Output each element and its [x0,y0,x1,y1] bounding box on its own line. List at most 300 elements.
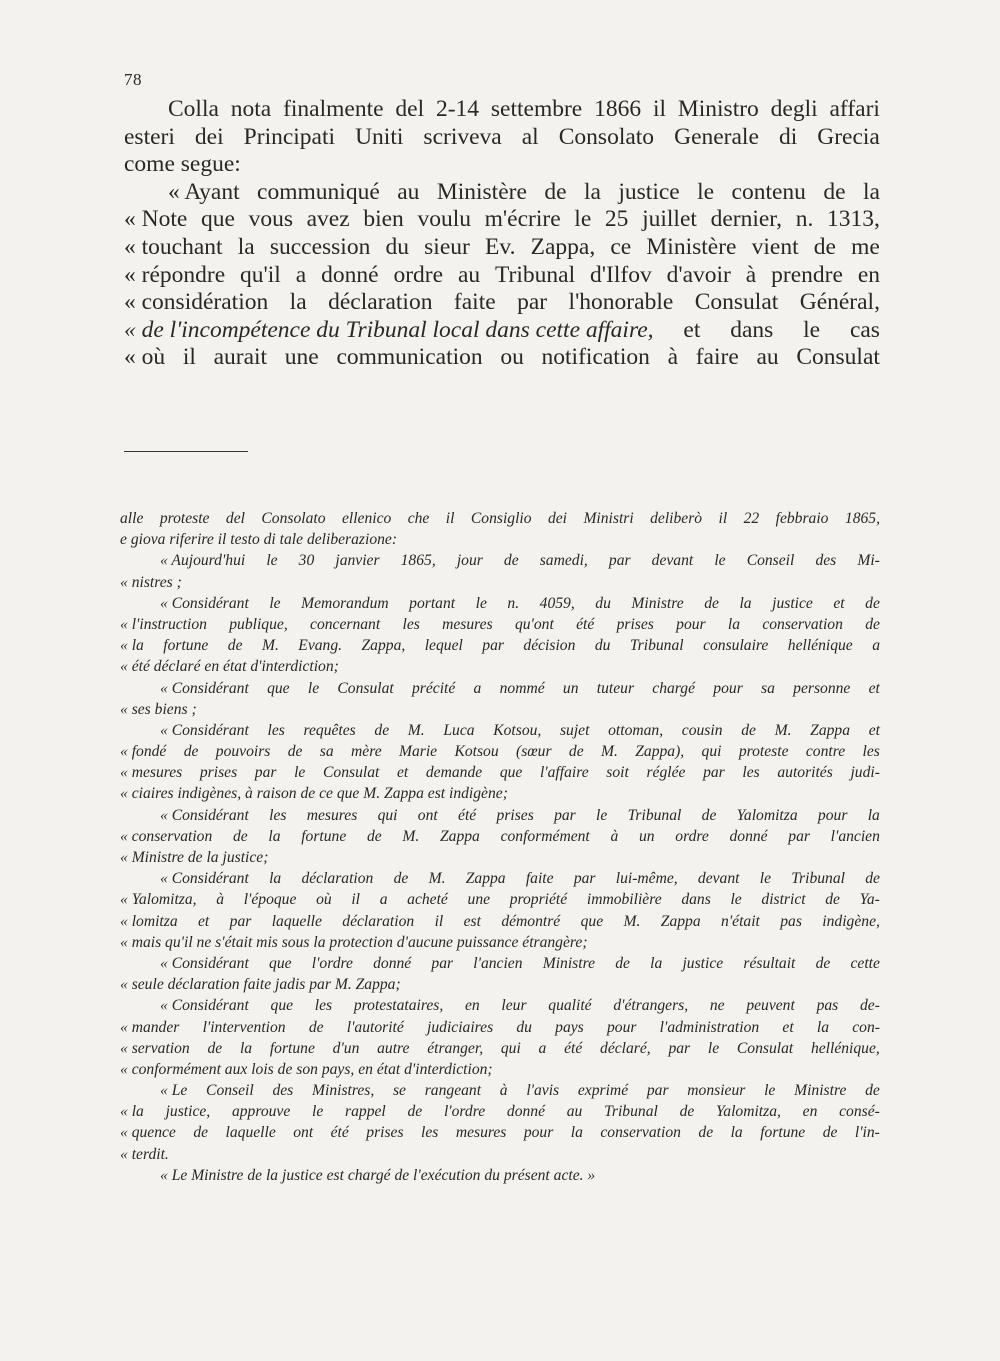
word: « où [124,344,166,371]
word: personne [793,679,851,697]
word: « Le [160,1082,188,1100]
word: d'Ilfov [590,261,652,288]
main-text [124,96,880,372]
word: « touchant [124,233,223,260]
word: judiciaires [427,1018,494,1036]
word: de [823,178,846,205]
word: « Considérant [160,997,249,1015]
word: un [638,827,655,845]
word: le [697,178,715,205]
word: « quence [120,1124,176,1142]
word: communiqué [257,178,380,205]
word: portant [409,594,456,612]
word: 1313, [826,206,880,233]
word: il [182,344,196,371]
word: approuve [231,1103,291,1121]
word: de [698,1124,714,1142]
word: M. [261,637,279,655]
word: Kotsou, [493,721,542,739]
word: pays [555,1018,584,1036]
word: voulu [417,206,471,233]
word: m'écrire [484,206,561,233]
word: janvier [335,552,380,570]
word: une [467,891,491,909]
word: qui [500,1039,521,1057]
word: Tribunal [495,261,576,288]
word: les [402,615,420,633]
footnote-line [120,1144,880,1165]
word: prendre [771,261,843,288]
word: a [872,637,880,655]
word: M. [623,912,641,930]
word: leur [501,997,527,1015]
word: la [289,289,307,316]
word: Tribunal [627,806,682,824]
word: pour [523,1124,554,1142]
word: proteste [159,510,210,527]
footnote-line [120,783,880,804]
word: laquelle [271,912,322,930]
word: le [574,206,592,233]
footnote-line [120,572,880,593]
word: 25 [604,206,629,233]
word: « mais qu'il ne s'était mis sous la protection d'aucune puissance étrangère; [120,933,588,951]
word: résultait [743,954,796,972]
word: le [269,594,281,612]
word: l'ordre [311,954,353,972]
word: Zappa [810,721,851,739]
word: en [857,261,880,288]
word: été [458,806,477,824]
word: été [564,1039,583,1057]
word: pour [676,615,706,633]
word: réglée [646,764,686,782]
word: la [730,1124,743,1142]
word: « considération [124,289,269,316]
word: le [266,552,278,570]
word: de [366,827,382,845]
word: nommé [499,679,545,697]
word: est [463,912,481,930]
word: à [610,827,619,845]
word: que [269,954,292,972]
word: « Considérant [160,870,249,888]
word: febbraio [775,510,829,527]
word: 30 [298,552,315,570]
word: en [802,1103,818,1121]
word: prises [199,764,238,782]
word: à [216,891,225,909]
word: jour [456,552,483,570]
word: e giova riferire il testo di tale deliberazione: [120,531,398,549]
word: 2-14 [435,96,480,122]
word: ont [293,1124,314,1142]
word: indigène, [822,912,880,930]
word: « l'instruction [120,615,207,633]
word: fortune [269,1039,315,1057]
word: M. [402,827,420,845]
word: « mesures [120,764,183,782]
word: fortune [760,1124,806,1142]
word: où [316,891,332,909]
word: district [761,891,806,909]
word: le [803,316,821,343]
footnote-line [120,614,880,635]
word: mère [351,743,382,761]
footnote-line [120,868,880,889]
footnote-line [120,720,880,741]
word: Colla [168,96,219,122]
word: justice [772,594,813,612]
word: ottoman, [608,721,664,739]
word: en [464,997,480,1015]
word: « lomitza [120,912,178,930]
word: conservation [762,615,843,633]
word: di [778,123,798,150]
word: de [207,1039,223,1057]
word: Kotsou [454,743,499,761]
word: donné [373,954,412,972]
word: sa [319,743,334,761]
word: les [742,764,760,782]
main-text-line [124,124,880,152]
word: l'avis [526,1082,560,1100]
word: d'avoir [666,261,731,288]
word: dei [547,510,568,527]
main-text-line [124,344,880,372]
footnote-line [120,1080,880,1101]
word: à [499,1082,508,1100]
word: déclaration [328,289,433,316]
word: été [576,615,595,633]
word: scriveva [423,123,502,150]
word: « Note [124,206,188,233]
word: « de l'incompétence du Tribunal local dans cette affaire, [124,316,654,343]
word: prises [616,615,654,633]
word: « la [120,1103,144,1121]
word: Ministri [583,510,634,527]
footnote-line [120,656,880,677]
word: les [267,721,285,739]
word: qualité [548,997,592,1015]
word: contre [805,743,846,761]
word: Tribunal [629,637,684,655]
word: par [431,954,454,972]
footnote-line [120,1165,880,1186]
footnote-line [120,762,880,783]
word: consé- [839,1103,880,1121]
word: mesures [306,806,358,824]
word: la [570,1124,583,1142]
word: l'ordre [443,1103,486,1121]
footnote-line [120,847,880,868]
word: chargé [652,679,696,697]
word: Tribunal [604,1103,658,1121]
word: il [434,912,444,930]
word: par [646,1082,669,1100]
word: par [554,806,576,824]
word: a [379,891,388,909]
word: Conseil [206,1082,254,1100]
word: Yalomitza, [716,1103,781,1121]
word: « conservation [120,827,213,845]
word: le [307,679,320,697]
word: tuteur [596,679,635,697]
footnote-line [120,593,880,614]
word: « la [120,637,144,655]
word: Tribunal [791,870,845,888]
word: du [516,1018,532,1036]
word: cette [850,954,880,972]
word: pas [816,997,839,1015]
word: le [730,891,742,909]
word: Consolato [261,510,326,527]
word: conformément [500,827,590,845]
word: l'honorable [568,289,674,316]
word: déclaré, [600,1039,651,1057]
word: la [867,806,880,824]
word: au [397,178,420,205]
word: ordre [675,827,709,845]
word: notification [541,344,650,371]
word: l'administration [659,1018,760,1036]
word: une [284,344,319,371]
word: 1866 [594,96,642,122]
footnote-line [120,678,880,699]
word: de [865,594,880,612]
word: deliberò [650,510,703,527]
word: rangeant [424,1082,482,1100]
word: del [225,510,245,527]
word: donné [321,261,379,288]
word: Ministre [794,1082,847,1100]
word: « Considérant [160,806,249,824]
footnote-line [120,1122,880,1143]
word: le [764,1082,776,1100]
word: autorités [777,764,833,782]
word: Marie [398,743,438,761]
word: demande [425,764,483,782]
word: « ciaires indigènes, à raison de ce que M. Zappa est indigène; [120,785,508,803]
word: Principati [243,123,336,150]
word: a [538,1039,547,1057]
word: de [701,806,717,824]
word: Consulat [736,1039,794,1057]
word: d'étrangers, [613,997,689,1015]
word: hellénique, [810,1039,880,1057]
word: par [668,1039,691,1057]
word: pour [817,806,848,824]
word: settembre [490,96,583,122]
word: « été déclaré en état d'interdiction; [120,658,339,676]
word: du [595,594,611,612]
word: fortune [301,827,347,845]
word: au [566,1103,583,1121]
word: dei [194,123,224,150]
word: che [407,510,430,527]
word: le [294,764,306,782]
word: prises [366,1124,404,1142]
word: samedi, [539,552,588,570]
word: ellenico [341,510,392,527]
word: Consolato [558,123,655,150]
word: dans [730,316,774,343]
word: al [521,123,539,150]
word: « mander [120,1018,180,1036]
word: des [272,1082,294,1100]
word: de [287,743,303,761]
word: Zappa [660,912,701,930]
word: Ministère [436,178,527,205]
word: Ministère [646,233,737,260]
footnote-line [120,550,880,571]
word: du [594,637,611,655]
footnote-line [120,805,880,826]
word: prises [496,806,534,824]
word: « Considérant [160,594,249,612]
word: mesures [442,615,493,633]
word: justice [682,954,724,972]
word: laquelle [225,1124,276,1142]
word: Uniti [355,123,404,150]
word: et [198,912,210,930]
word: de [393,870,409,888]
word: pour [713,679,743,697]
word: de [741,721,756,739]
word: vous [248,206,293,233]
footnote-line [120,974,880,995]
word: la [583,178,601,205]
page-number: 78 [124,70,142,89]
word: juillet [642,206,697,233]
word: cousin [681,721,723,739]
word: de [865,615,880,633]
word: mesures [455,1124,507,1142]
main-text-line [124,96,880,124]
footnote-line [120,1101,880,1122]
word: il [351,891,361,909]
word: de [815,954,831,972]
footnote [120,508,880,1186]
word: justice [618,178,680,205]
word: « Considérant [160,679,249,697]
word: par [517,289,548,316]
word: ce [610,233,632,260]
word: publique, [229,615,288,633]
word: faite [525,870,554,888]
word: il [718,510,728,527]
word: protestataires, [353,997,444,1015]
word: Consiglio [470,510,532,527]
footnote-line [120,932,880,953]
word: de [227,637,243,655]
footnote-line [120,826,880,847]
word: de [568,743,584,761]
word: propriété [509,891,568,909]
footnote-line [120,1017,880,1038]
word: dernier, [710,206,783,233]
word: le [714,552,726,570]
word: de [865,870,880,888]
word: Ministre [542,954,595,972]
word: lui-même, [615,870,678,888]
word: ou [500,344,524,371]
word: de [615,954,630,972]
word: de [822,1124,838,1142]
word: les [862,743,880,761]
word: soit [606,764,629,782]
word: par [229,912,252,930]
word: un [562,679,579,697]
word: pas [780,912,802,930]
word: « Considérant [160,954,249,972]
word: donné [729,827,768,845]
word: justice, [165,1103,211,1121]
word: donné [506,1103,545,1121]
word: conservation [600,1124,681,1142]
word: déclaration [342,912,415,930]
word: de [232,827,248,845]
word: et [833,594,845,612]
word: dans [681,891,711,909]
footnote-divider [124,451,248,452]
word: concernant [310,615,381,633]
word: de [503,552,519,570]
word: de [308,1018,324,1036]
word: les [269,806,287,824]
word: affari [829,96,880,122]
word: « répondre [124,261,226,288]
word: exprimé [577,1082,629,1100]
word: n'était [721,912,760,930]
word: me [851,233,880,260]
word: « Aujourd'hui [160,552,246,570]
word: l'ancien [473,954,523,972]
word: par [703,764,725,782]
word: le [596,806,608,824]
word: Général, [799,289,880,316]
word: de [704,594,719,612]
word: del [395,96,425,122]
word: sujet [559,721,590,739]
word: vient [751,233,799,260]
word: a [295,261,307,288]
word: et [868,679,880,697]
word: proteste [738,743,789,761]
word: rappel [345,1103,386,1121]
footnote-line [120,1059,880,1080]
main-text-line [124,289,880,317]
word: « Yalomitza, [120,891,197,909]
word: pouvoirs [215,743,271,761]
word: du [385,233,409,260]
footnote-line [120,1038,880,1059]
word: 4059, [539,594,575,612]
word: cas [849,316,880,343]
footnote-line [120,508,880,529]
word: le [759,870,771,888]
word: lequel [424,637,463,655]
word: Zappa [465,870,506,888]
word: pour [606,1018,637,1036]
word: bien [363,206,404,233]
word: à [667,344,679,371]
word: et [683,316,701,343]
word: « seule déclaration faite jadis par M. Zappa; [120,976,401,994]
word: ne [709,997,725,1015]
word: qui [377,806,398,824]
word: le [475,594,487,612]
